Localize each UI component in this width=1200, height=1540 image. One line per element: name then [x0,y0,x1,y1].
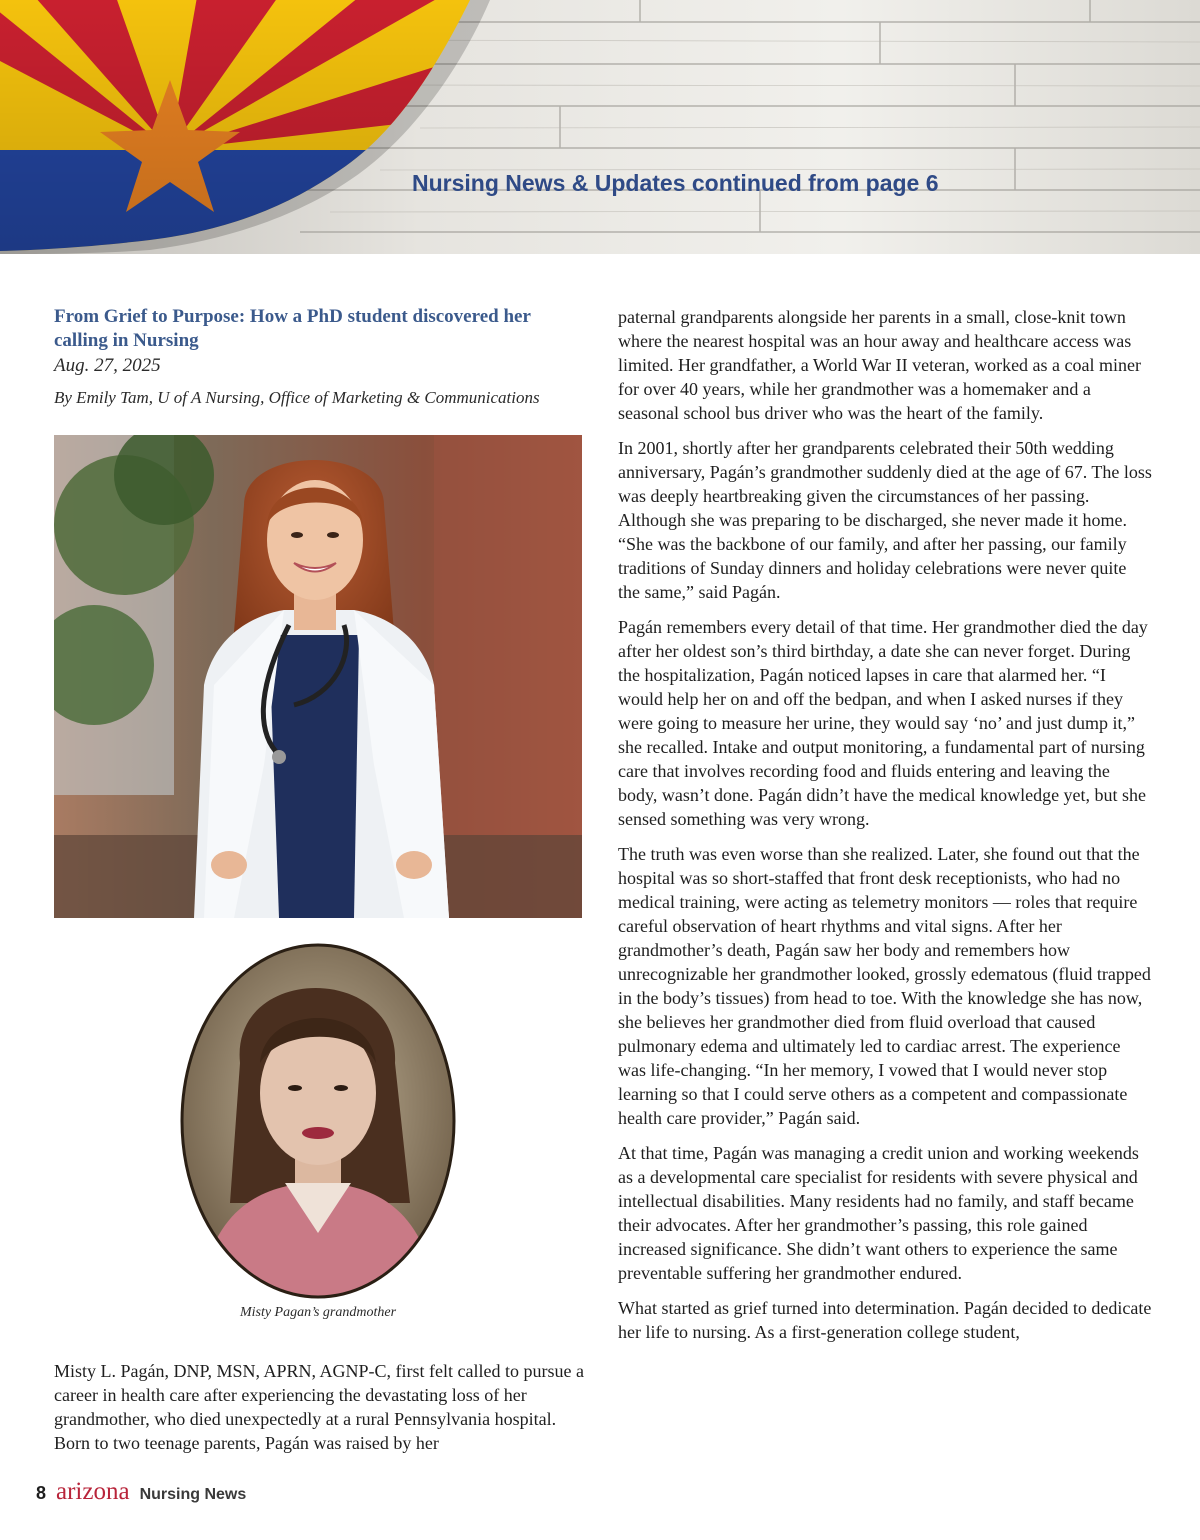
article-paragraph: What started as grief turned into determination. Pagán decided to dedicate her life to nursing. As a first-generation college student, [618,1298,1152,1342]
article-body-right-column [618,305,1152,1355]
banner-title: Nursing News & Updates continued from page 6 [412,170,939,196]
article-paragraph: Pagán remembers every detail of that time. Her grandmother died the day after her oldest son’s third birthday, a date she can never forget. During the hospitalization, Pagán noticed lapses in care that alarmed her. “I would help her on and off the bedpan, and when I asked nurses if they were going to measure her urine, they would say ‘no’ and just dump it,” she recalled. Intake and output monitoring, a fundamental part of nursing care that involves recording food and fluids entering and leaving the body, wasn’t done. Pagán didn’t have the medical knowledge yet, but she sensed something was very wrong. [618,617,1148,829]
article-paragraph: paternal grandparents alongside her parents in a small, close-knit town where the nearest hospital was an hour away and healthcare access was limited. Her grandfather, a World War II veteran, worked as a coal miner for over 40 years, while her grandmother was a homemaker and a seasonal school bus driver who was the heart of the family. [618,307,1142,423]
page-footer [36,1478,246,1512]
article-paragraph: Misty L. Pagán, DNP, MSN, APRN, AGNP-C, first felt called to pursue a career in health care after experiencing the devastating loss of her grandmother, who died unexpectedly at a rural Pennsylvania hospital. Born to two teenage parents, Pagán was raised by her [54,1361,584,1453]
article-date: Aug. 27, 2025 [54,355,161,376]
article-paragraph: The truth was even worse than she realized. Later, she found out that the hospital was so short-staffed that front desk receptionists, who had no medical training, were acting as telemetry monitors — roles that require careful observation of heart rhythms and vital signs. After her grandmother’s death, Pagán saw her body and remembers how unrecognizable her grandmother looked, grossly edematous (fluid trapped in the body’s tissues) from head to toe. With the knowledge she has now, she believes her grandmother died from fluid overload that caused pulmonary edema and ultimately led to cardiac arrest. The experience was life-changing. “In her memory, I vowed that I would never stop learning so that I could serve others as a competent and compassionate health care provider,” Pagán said. [618,844,1151,1128]
article-title: From Grief to Purpose: How a PhD student discovered her calling in Nursing [54,306,531,351]
article-paragraph: At that time, Pagán was managing a credit union and working weekends as a developmental care specialist for residents with severe physical and intellectual disabilities. Many residents had no family, and staff became their advocates. After her grandmother’s passing, this role gained increased significance. She didn’t want others to experience the same preventable suffering her grandmother endured. [618,1143,1139,1283]
publication-brand-logo: arizona [56,1478,130,1505]
nurse-portrait-photo [54,435,582,918]
grandmother-portrait-photo [180,943,456,1299]
article-byline: By Emily Tam, U of A Nursing, Office of Marketing & Communications [54,388,540,407]
photo-caption: Misty Pagan’s grandmother [239,1305,397,1320]
arizona-flag-on-wood-illustration [0,0,1200,254]
article-paragraph: In 2001, shortly after her grandparents celebrated their 50th wedding anniversary, Pagán’s grandmother suddenly died at the age of 67. The loss was deeply heartbreaking given the circumstances of her passing. Although she was preparing to be discharged, she never made it home. “She was the backbone of our family, and after her passing, our family traditions of Sunday dinners and holiday celebrations were never quite the same,” said Pagán. [618,438,1152,602]
publication-name: Nursing News [139,1486,247,1503]
page-number: 8 [36,1483,47,1503]
header-banner [0,0,1200,254]
